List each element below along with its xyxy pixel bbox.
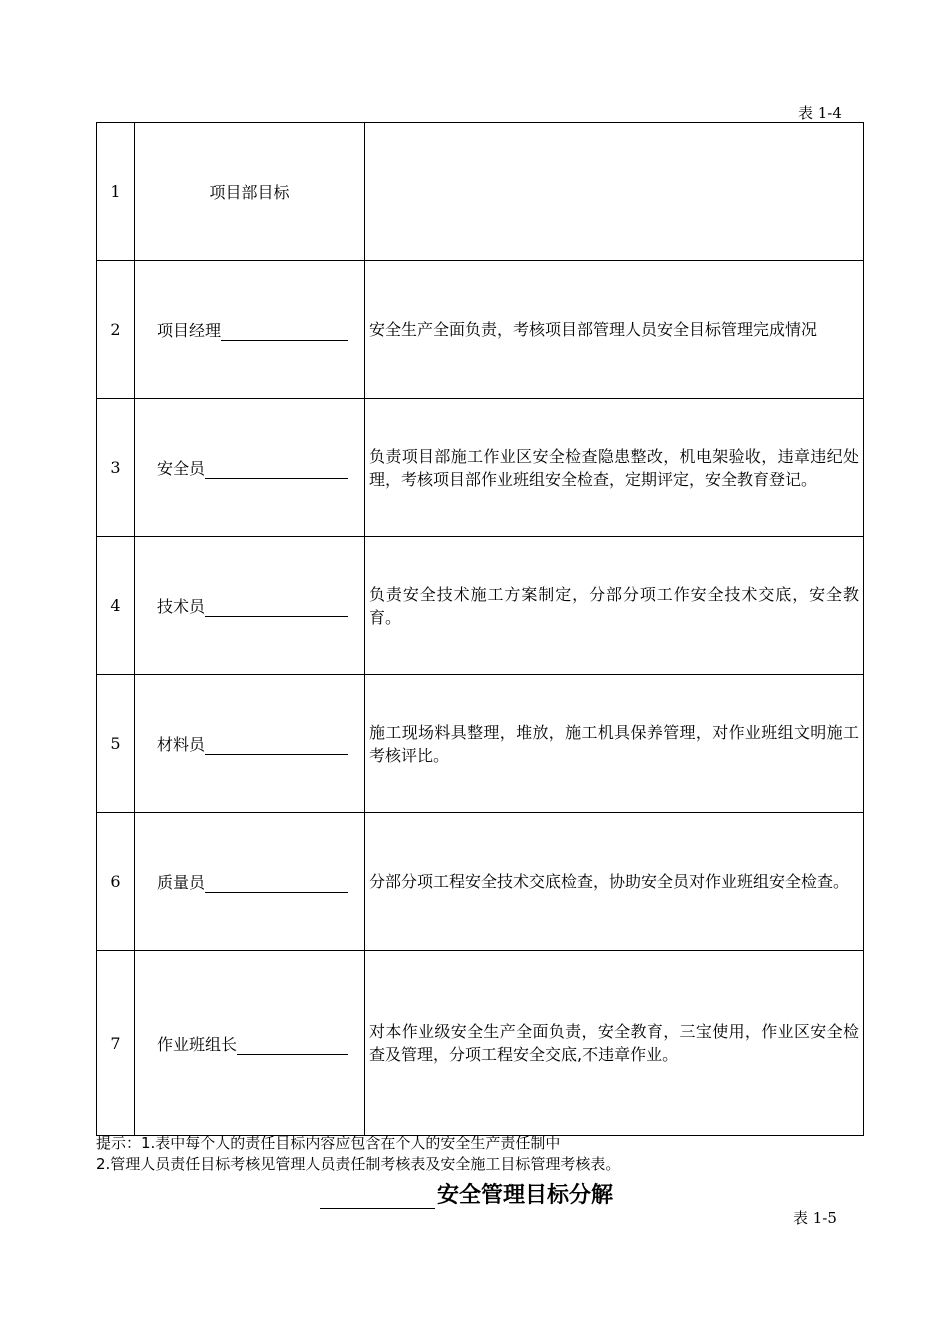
row-number: 4 bbox=[97, 537, 135, 675]
table-row bbox=[97, 675, 864, 813]
role-label: 项目经理 bbox=[157, 321, 222, 340]
table-row bbox=[97, 813, 864, 951]
role-label: 材料员 bbox=[157, 735, 206, 754]
goal-description: 施工现场料具整理，堆放，施工机具保养管理，对作业班组文明施工考核评比。 bbox=[365, 675, 864, 813]
name-blank-line bbox=[221, 323, 348, 341]
table-row bbox=[97, 399, 864, 537]
name-blank-line bbox=[205, 737, 348, 755]
note-line-1: 提示：1.表中每个人的责任目标内容应包含在个人的安全生产责任制中 bbox=[96, 1134, 561, 1152]
role-label: 项目部目标 bbox=[135, 123, 365, 261]
goal-description: 分部分项工程安全技术交底检查，协助安全员对作业班组安全检查。 bbox=[365, 813, 864, 951]
table-notes bbox=[96, 1133, 620, 1175]
role-cell bbox=[135, 537, 365, 675]
role-cell bbox=[135, 261, 365, 399]
goal-description: 对本作业级安全生产全面负责，安全教育，三宝使用，作业区安全检查及管理，分项工程安全交底,不违章作业。 bbox=[365, 951, 864, 1136]
table-row bbox=[97, 123, 864, 261]
role-label: 质量员 bbox=[157, 873, 206, 892]
table-number-bottom: 表 1-5 bbox=[793, 1209, 837, 1227]
row-number: 7 bbox=[97, 951, 135, 1136]
title-blank-line bbox=[320, 1182, 435, 1209]
goal-description: 负责安全技术施工方案制定，分部分项工作安全技术交底，安全教育。 bbox=[365, 537, 864, 675]
section-title bbox=[320, 1178, 613, 1209]
goal-description bbox=[365, 123, 864, 261]
row-number: 2 bbox=[97, 261, 135, 399]
table-number-top: 表 1-4 bbox=[798, 104, 842, 122]
role-label: 安全员 bbox=[157, 459, 206, 478]
name-blank-line bbox=[237, 1037, 348, 1055]
goal-description: 负责项目部施工作业区安全检查隐患整改，机电架验收，违章违纪处理，考核项目部作业班组安全检查，定期评定，安全教育登记。 bbox=[365, 399, 864, 537]
row-number: 1 bbox=[97, 123, 135, 261]
name-blank-line bbox=[205, 875, 348, 893]
row-number: 5 bbox=[97, 675, 135, 813]
role-label: 技术员 bbox=[157, 597, 206, 616]
name-blank-line bbox=[205, 599, 348, 617]
table-row bbox=[97, 537, 864, 675]
role-cell bbox=[135, 399, 365, 537]
safety-goals-table bbox=[96, 122, 864, 1136]
row-number: 6 bbox=[97, 813, 135, 951]
section-title-text: 安全管理目标分解 bbox=[437, 1183, 614, 1208]
role-cell bbox=[135, 813, 365, 951]
role-cell bbox=[135, 675, 365, 813]
goal-description: 安全生产全面负责，考核项目部管理人员安全目标管理完成情况 bbox=[365, 261, 864, 399]
row-number: 3 bbox=[97, 399, 135, 537]
role-cell bbox=[135, 951, 365, 1136]
name-blank-line bbox=[205, 461, 348, 479]
note-line-2: 2.管理人员责任目标考核见管理人员责任制考核表及安全施工目标管理考核表。 bbox=[96, 1155, 621, 1173]
table-row bbox=[97, 951, 864, 1136]
table-row bbox=[97, 261, 864, 399]
role-label: 作业班组长 bbox=[157, 1034, 238, 1054]
